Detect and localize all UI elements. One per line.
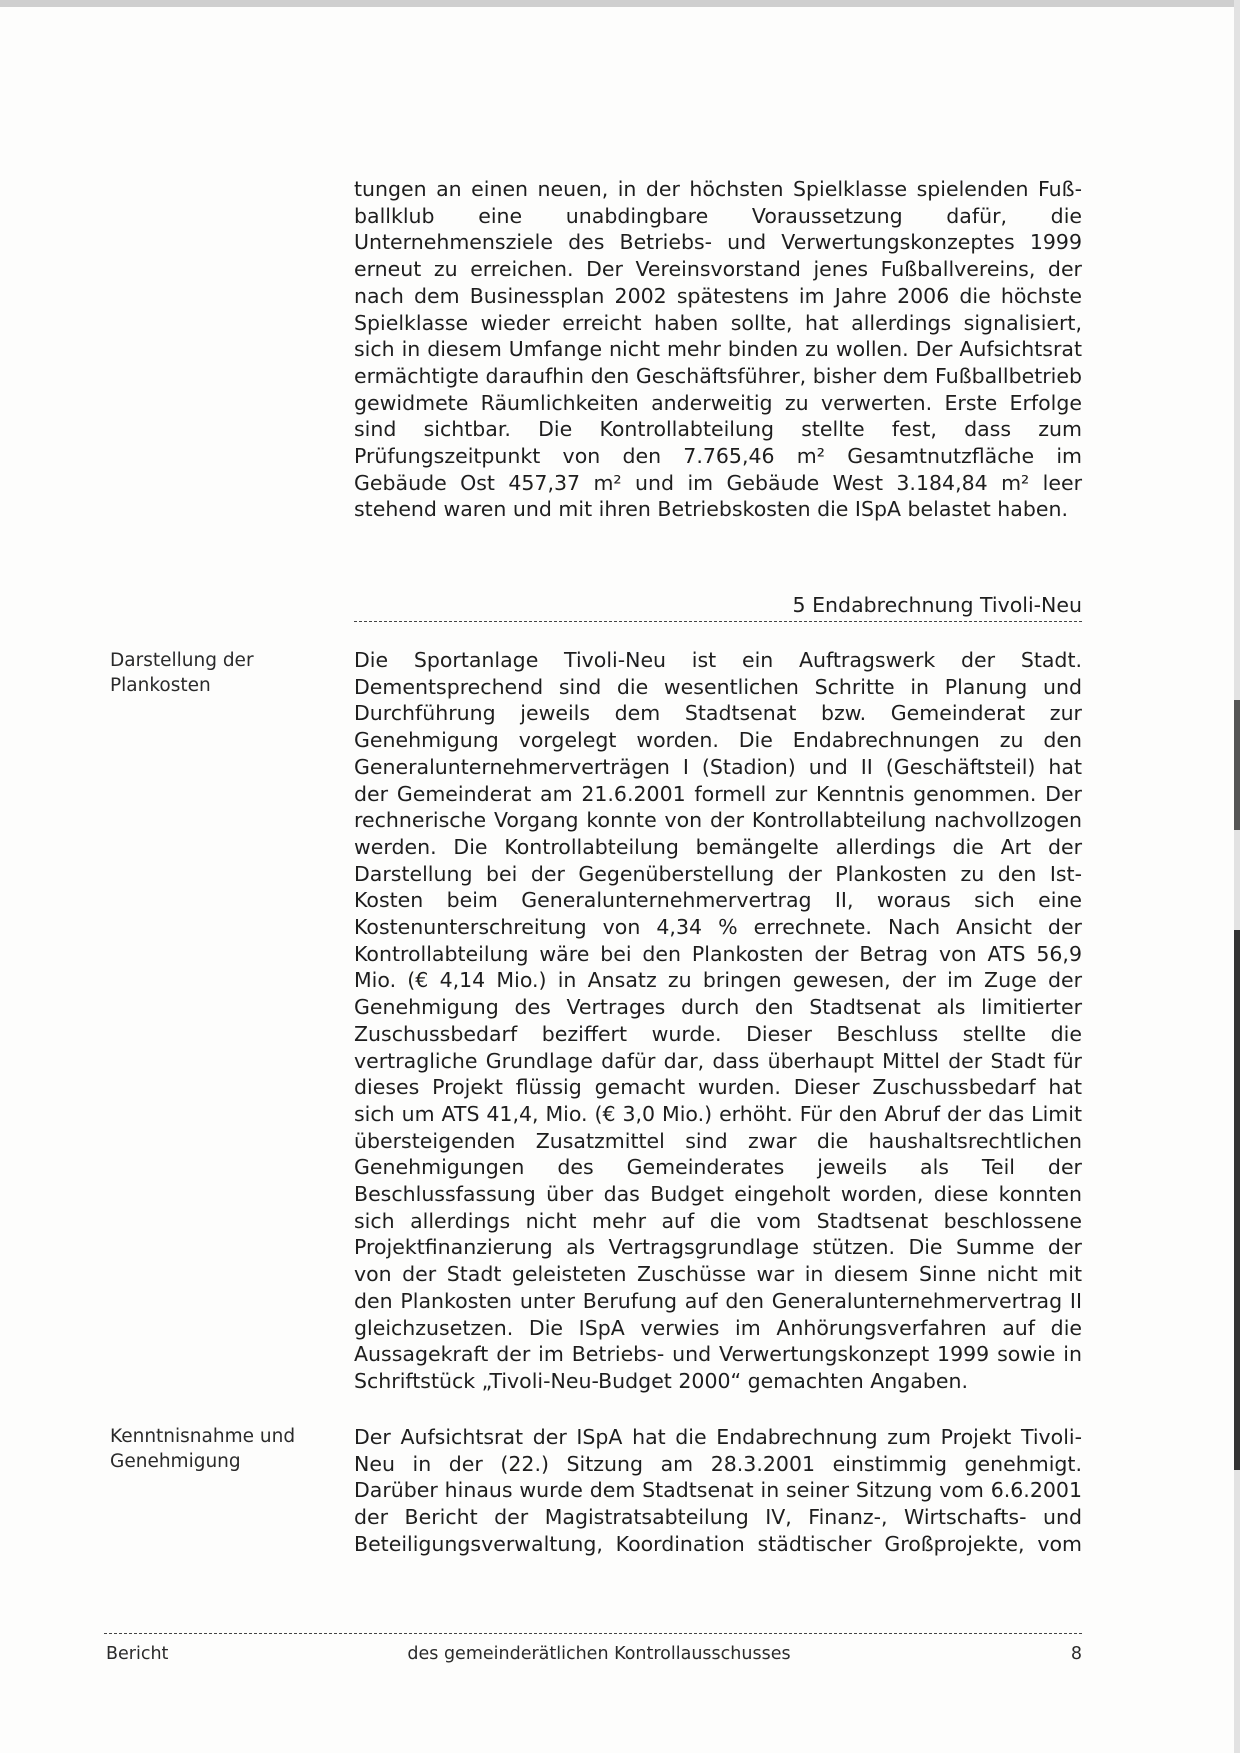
page-number: 8 xyxy=(1070,1644,1082,1664)
paragraph-genehmigung: Der Aufsichtsrat der ISpA hat die Endabrechnung zum Projekt Tivoli-Neu in der (22.) Sitzung am 28.3.2001 einstimmig genehmigt. Darüber hinaus wurde dem Stadtsenat in seiner Sitzung vom 6.6.2001 der Bericht der Magistratsabteilung IV, Finanz-, Wirtschafts- und Beteiligungsverwaltung, Koordination städtischer Großprojekte, vom xyxy=(354,1425,1082,1556)
margin-note-plankosten xyxy=(110,648,320,698)
margin-note-genehmigung xyxy=(110,1424,320,1474)
scan-top-edge xyxy=(0,0,1240,7)
section-heading: 5 Endabrechnung Tivoli-Neu xyxy=(354,592,1082,622)
paragraph-plankosten: Die Sportanlage Tivoli-Neu ist ein Auftragswerk der Stadt. Dementsprechend sind die wesentlichen Schritte in Planung und Durchführung jeweils dem Stadtsenat bzw. Gemeinderat zur Genehmigung vorgelegt worden. Die Endabrechnungen zu den Generalunternehmerverträgen I (Stadion) und II (Geschäftsteil) hat der Gemeinderat am 21.6.2001 formell zur Kenntnis genommen. Der rechnerische Vorgang konnte von der Kontrollabteilung nachvollzogen werden. Die Kontrollabteilung bemängelte allerdings die Art der Darstellung bei der Gegenüberstellung der Plankosten zu den Ist-Kosten beim Generalunternehmervertrag II, woraus sich eine Kostenunterschreitung von 4,34 % errechnete. Nach Ansicht der Kontrollabteilung wäre bei den Plankosten der Betrag von ATS 56,9 Mio. (€ 4,14 Mio.) in Ansatz zu bringen gewesen, der im Zuge der Genehmigung des Vertrages durch den Stadtsenat als limitierter Zuschussbedarf beziffert wurde. Dieser Beschluss stellte die vertragliche Grundlage dafür dar, dass überhaupt Mittel der Stadt für dieses Projekt flüssig gemacht wurden. Dieser Zuschussbedarf hat sich um ATS 41,4, Mio. (€ 3,0 Mio.) erhöht. Für den Abruf der das Limit übersteigenden Zusatzmittel sind zwar die haushaltsrechtlichen Genehmigungen des Gemeinderates jeweils als Teil der Beschlussfassung über das Budget eingeholt worden, diese konnten sich allerdings nicht mehr auf die vom Stadtsenat beschlossene Projektfinanzierung als Vertragsgrundlage stützen. Die Summe der von der Stadt geleisteten Zuschüsse war in diesem Sinne nicht mit den Plankosten unter Berufung auf den Generalunternehmervertrag II gleichzusetzen. Die ISpA verwies im Anhörungsverfahren auf die Aussagekraft der im Betriebs- und Verwertungskonzept 1999 sowie in Schriftstück „Tivoli-Neu-Budget 2000“ gemachten Angaben. xyxy=(354,648,1082,1393)
margin-note-line: Plankosten xyxy=(110,675,211,696)
margin-note-line: Genehmigung xyxy=(110,1451,241,1472)
footer-rule xyxy=(104,1633,1082,1634)
footer-center: des gemeinderätlichen Kontrollausschusses xyxy=(407,1644,791,1664)
margin-note-line: Kenntnisnahme und xyxy=(110,1426,296,1447)
margin-note-line: Darstellung der xyxy=(110,650,254,671)
scan-edge-mark xyxy=(1234,930,1240,1470)
footer-left: Bericht xyxy=(106,1644,169,1664)
scan-right-edge xyxy=(1234,0,1240,1753)
scan-edge-mark xyxy=(1234,700,1240,830)
intro-paragraph: tungen an einen neuen, in der höchsten Spielklasse spielenden Fußballklub eine unabdingbare Voraussetzung dafür, die Unternehmensziele des Betriebs- und Verwertungskonzeptes 1999 erneut zu erreichen. Der Vereinsvorstand jenes Fußballvereins, der nach dem Businessplan 2002 spätestens im Jahre 2006 die höchste Spielklasse wieder erreicht haben sollte, hat allerdings signalisiert, sich in diesem Umfange nicht mehr binden zu wollen. Der Aufsichtsrat ermächtigte daraufhin den Geschäftsführer, bisher dem Fußballbetrieb gewidmete Räumlichkeiten anderweitig zu verwerten. Erste Erfolge sind sichtbar. Die Kontrollabteilung stellte fest, dass zum Prüfungszeitpunkt von den 7.765,46 m² Gesamtnutzfläche im Gebäude Ost 457,37 m² und im Gebäude West 3.184,84 m² leer stehend waren und mit ihren Betriebskosten die ISpA belastet haben. xyxy=(354,177,1082,522)
